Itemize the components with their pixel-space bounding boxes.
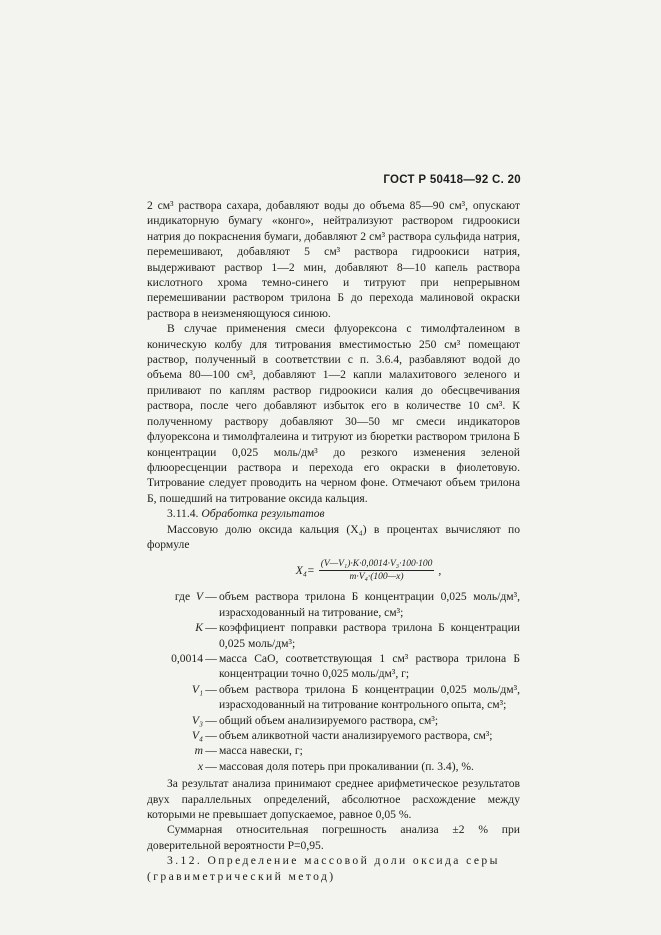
legend-dash: —	[205, 682, 217, 696]
legend-dash: —	[205, 713, 217, 727]
paragraph-continuation: 2 см³ раствора сахара, добавляют воды до объема 85—90 см³, опускают индикаторную бумагу «конго», нейтрализуют раствором гидроокиси натрия до покраснения бумаги, добавляют 2 см³ раствора сульфида натрия, перемешивают, добавляют 5 см³ раствора гидроокиси натрия, выдерживают раствор 1—2 мин, добавляют 8—10 капель раствора кислотного хрома темно-синего и титруют при непрерывном перемешивании раствором трилона Б до перехода малиновой окраски раствора в неизменяющуюся синюю.	[147, 199, 520, 320]
formula-fraction	[319, 558, 435, 583]
paragraph-error: Суммарная относительная погрешность анализа ±2 % при доверительной вероятности P=0,95.	[147, 823, 520, 852]
legend-description: коэффициент поправки раствора трилона Б концентрации 0,025 моль/дм³;	[219, 621, 520, 650]
section-3-12-heading	[147, 853, 520, 868]
legend-symbol: V₄	[191, 729, 203, 742]
legend-dash: —	[205, 590, 217, 604]
legend-symbol: m	[194, 744, 203, 758]
legend-description: масса навески, г;	[219, 744, 303, 758]
document-body	[147, 198, 520, 884]
legend-symbol: 0,0014	[171, 651, 203, 665]
formula-denominator: m·V₄·(100—x)	[349, 572, 404, 583]
legend-description: масса CaO, соответствующая 1 см³ раствора трилона Б концентрации точно 0,025 моль/дм³, г;	[219, 651, 520, 681]
formula-legend	[147, 589, 520, 774]
legend-description: массовая доля потерь при прокаливании (п. 3.4), %.	[219, 759, 474, 773]
legend-symbol: V₃	[191, 713, 203, 727]
legend-prefix: где	[174, 590, 191, 604]
legend-dash: —	[205, 621, 217, 635]
legend-symbol: V₁	[191, 682, 203, 696]
section-title-line1: Определение массовой доли оксида серы	[207, 854, 500, 868]
formula-lhs: X₄=	[295, 564, 315, 578]
paragraph-result: За результат анализа принимают среднее арифметическое результатов двух параллельных определений, абсолютное расхождение между которыми не превышает допускаемое, равное 0,05 %.	[147, 777, 520, 822]
legend-dash: —	[205, 729, 217, 742]
page-header: ГОСТ Р 50418—92 С. 20	[383, 174, 521, 186]
legend-dash: —	[205, 744, 217, 758]
legend-symbol-text: V	[195, 590, 203, 604]
legend-description: общий объем анализируемого раствора, см³;	[219, 713, 439, 727]
legend-description: объем аликвотной части анализируемого раствора, см³;	[219, 729, 493, 742]
section-3-12-heading-line2: (гравиметрический метод)	[147, 869, 336, 883]
section-number: 3.12.	[167, 854, 203, 868]
legend-symbol: K	[195, 621, 203, 635]
legend-dash: —	[205, 651, 217, 665]
legend-symbol: x	[197, 759, 203, 773]
legend-dash: —	[205, 759, 217, 773]
formula-tail: ,	[438, 564, 442, 578]
legend-symbol	[147, 589, 203, 620]
legend-description: объем раствора трилона Б концентрации 0,025 моль/дм³, израсходованный на титрование контрольного опыта, см³;	[219, 682, 520, 712]
section-number: 3.11.4.	[167, 507, 199, 521]
legend-description: объем раствора трилона Б концентрации 0,025 моль/дм³, израсходованный на титрование, см³;	[219, 590, 520, 619]
section-title: Обработка результатов	[201, 507, 325, 521]
formula	[217, 558, 520, 583]
formula-intro: Массовую долю оксида кальция (X₄) в процентах вычисляют по формуле	[147, 522, 520, 551]
section-3-11-4-heading	[147, 506, 520, 521]
paragraph-fluorexone-method: В случае применения смеси флуорексона с тимолфталеином в коническую колбу для титрования вместимостью 250 см³ помещают раствор, полученный в соответствии с п. 3.6.4, разбавляют водой до объема 80—100 см³, добавляют 1—2 капли малахитового зеленого и приливают по каплям раствор гидроокиси калия до обесцвечивания раствора, после чего добавляют избыток его в количестве 10 см³. К полученному раствору добавляют 30—50 мг смеси индикаторов флуорексона и тимолфталеина и титруют из бюретки раствором трилона Б концентрации 0,025 моль/дм³ до резкого изменения зеленой флюоресценции раствора и перехода его окраски в фиолетовую. Титрование следует проводить на черном фоне. Отмечают объем трилона Б, пошедший на титрование оксида кальция.	[147, 322, 520, 505]
formula-numerator: (V—V₁)·K·0,0014·V₃·100·100	[320, 559, 433, 570]
